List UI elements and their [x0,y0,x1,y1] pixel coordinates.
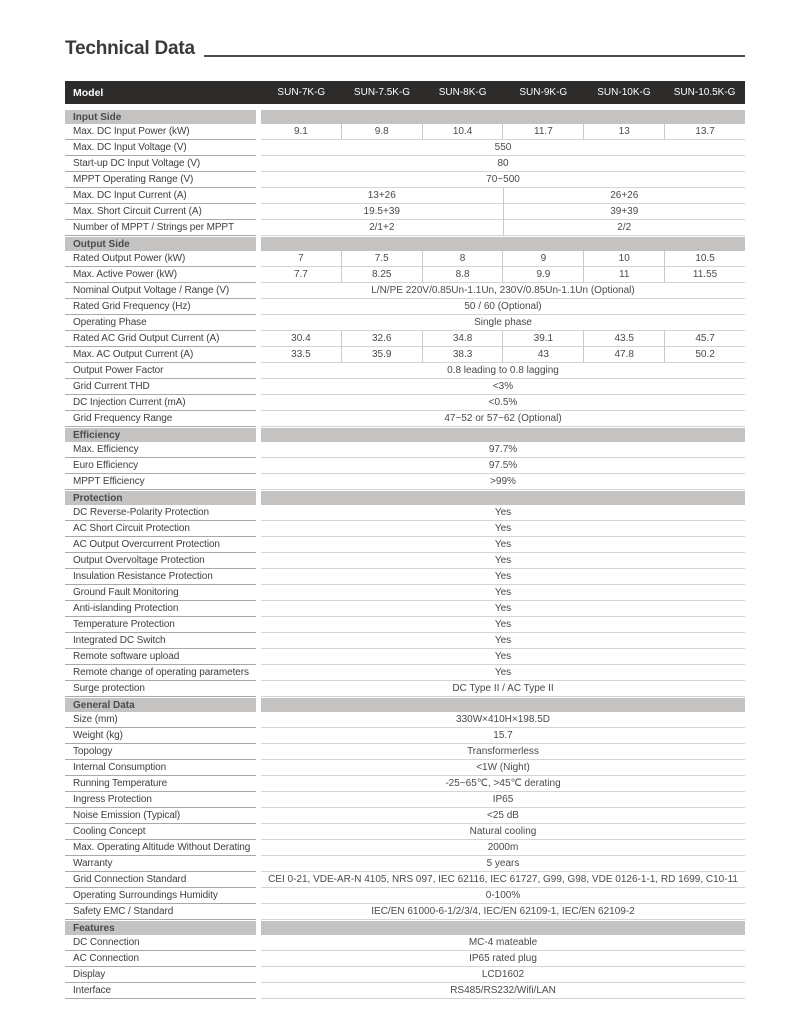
row-values [261,951,745,967]
row-value: 8.8 [422,267,503,282]
table-row [65,299,745,315]
row-label: DC Reverse-Polarity Protection [65,505,256,521]
row-label: Insulation Resistance Protection [65,569,256,585]
row-values [261,983,745,999]
row-value: >99% [490,476,516,487]
row-label: DC Connection [65,935,256,951]
table-row [65,251,745,267]
section-fill [261,428,745,442]
row-values [261,665,745,681]
row-value: 19.5+39 [363,206,400,217]
row-value: 39+39 [503,204,746,219]
row-values [261,395,745,411]
header-model-name: SUN-8K-G [438,87,487,98]
row-label: Max. DC Input Voltage (V) [65,140,256,156]
title-rule [204,55,745,57]
row-label: Remote software upload [65,649,256,665]
row-value: RS485/RS232/Wifi/LAN [450,985,556,996]
row-values [261,331,745,347]
table-row [65,283,745,299]
row-value: Yes [494,523,512,534]
row-label: Integrated DC Switch [65,633,256,649]
table-row [65,967,745,983]
row-label: Anti-islanding Protection [65,601,256,617]
table-row [65,983,745,999]
row-label: Topology [65,744,256,760]
row-values [261,458,745,474]
row-label: Max. Active Power (kW) [65,267,256,283]
table-row [65,935,745,951]
table-row [65,649,745,665]
row-values [261,840,745,856]
row-values [261,363,745,379]
row-value: CEI 0-21, VDE-AR-N 4105, NRS 097, IEC 62116, IEC 61727, G99, G98, VDE 0126-1-1, RD 1699, C10-11 [268,874,738,885]
table-row [65,124,745,140]
row-value: <3% [492,381,514,392]
row-values [261,537,745,553]
table-row [65,776,745,792]
table-row [65,585,745,601]
spec-table [65,81,745,999]
row-label: Operating Phase [65,315,256,331]
row-label: Weight (kg) [65,728,256,744]
row-values [261,633,745,649]
row-values [261,617,745,633]
page-header [65,38,745,60]
header-model-name: SUN-7K-G [277,87,326,98]
row-value: 10.5 [664,251,745,266]
table-row [65,840,745,856]
row-value: 5 years [486,858,520,869]
row-label: Operating Surroundings Humidity [65,888,256,904]
row-value: 97.5% [488,460,518,471]
table-row [65,363,745,379]
row-value: 43 [502,347,583,362]
row-label: Ingress Protection [65,792,256,808]
row-values [261,569,745,585]
row-label: DC Injection Current (mA) [65,395,256,411]
row-value: 80 [497,158,509,169]
row-values [261,728,745,744]
section-fill [261,110,745,124]
table-row [65,633,745,649]
row-value: 39.1 [502,331,583,346]
table-row [65,808,745,824]
table-row [65,792,745,808]
table-row [65,553,745,569]
row-values [261,712,745,728]
row-label: Grid Frequency Range [65,411,256,427]
header-model-name: SUN-9K-G [519,87,568,98]
section-header [65,110,745,124]
row-value: 97.7% [488,444,518,455]
row-values [261,505,745,521]
section-title: Features [65,921,256,935]
table-row [65,140,745,156]
row-values [261,156,745,172]
row-value: 11.55 [664,267,745,282]
section-fill [261,491,745,505]
row-label: Rated Output Power (kW) [65,251,256,267]
row-label: Ground Fault Monitoring [65,585,256,601]
table-row [65,904,745,920]
table-row [65,267,745,283]
header-model-label: Model [73,86,104,99]
row-label: Safety EMC / Standard [65,904,256,920]
row-label: AC Connection [65,951,256,967]
row-values [261,474,745,490]
row-label: Number of MPPT / Strings per MPPT [65,220,256,236]
row-value: 50.2 [664,347,745,362]
row-value: Yes [494,587,512,598]
row-values [261,521,745,537]
row-value: 8.25 [341,267,422,282]
row-value: 47.8 [583,347,664,362]
table-header-row [65,81,745,104]
row-value: <25 dB [487,810,519,821]
row-values [261,856,745,872]
row-values [261,283,745,299]
section-title: Output Side [65,237,256,251]
row-values [261,251,745,267]
row-value: 0-100% [485,890,521,901]
row-value: <1W (Night) [476,762,530,773]
header-model-name: SUN-10.5K-G [673,87,736,98]
table-row [65,728,745,744]
header-gap [65,104,745,109]
row-values [261,411,745,427]
section-header [65,698,745,712]
table-row [65,601,745,617]
row-value: 30.4 [291,333,311,344]
row-label: Output Overvoltage Protection [65,553,256,569]
row-values [261,553,745,569]
table-row [65,665,745,681]
row-value: 50 / 60 (Optional) [464,301,542,312]
row-value: 9 [502,251,583,266]
section-fill [261,237,745,251]
header-model-name: SUN-7.5K-G [353,87,411,98]
row-value: DC Type II / AC Type II [452,683,554,694]
row-value: IP65 rated plug [469,953,537,964]
row-value: 13 [583,124,664,139]
row-values [261,792,745,808]
row-label: Start-up DC Input Voltage (V) [65,156,256,172]
row-value: 11.7 [502,124,583,139]
table-row [65,681,745,697]
row-value: Yes [494,667,512,678]
section-fill [261,921,745,935]
row-label: Rated Grid Frequency (Hz) [65,299,256,315]
row-value: 9.1 [293,126,308,137]
row-value: 2000m [487,842,519,853]
section-title: General Data [65,698,256,712]
row-values [261,267,745,283]
section-header [65,237,745,251]
row-label: Cooling Concept [65,824,256,840]
table-row [65,411,745,427]
row-value: 13.7 [664,124,745,139]
row-label: Size (mm) [65,712,256,728]
row-label: Max. Operating Altitude Without Derating [65,840,256,856]
row-values [261,744,745,760]
row-value: <0.5% [488,397,518,408]
row-values [261,888,745,904]
row-label: Max. AC Output Current (A) [65,347,256,363]
row-values [261,315,745,331]
row-value: Yes [494,507,512,518]
row-value: Yes [494,651,512,662]
row-label: Temperature Protection [65,617,256,633]
row-label: MPPT Operating Range (V) [65,172,256,188]
table-row [65,824,745,840]
table-row [65,188,745,204]
header-model-name: SUN-10K-G [597,87,651,98]
row-value: 34.8 [422,331,503,346]
row-label: Running Temperature [65,776,256,792]
table-row [65,331,745,347]
row-values [261,601,745,617]
row-values [261,967,745,983]
row-value: 2/1+2 [369,222,395,233]
row-value: 550 [494,142,512,153]
table-row [65,888,745,904]
section-title: Protection [65,491,256,505]
table-row [65,537,745,553]
row-value: 11 [583,267,664,282]
row-value: 35.9 [341,347,422,362]
row-label: Internal Consumption [65,760,256,776]
row-value: 2/2 [503,220,746,235]
table-row [65,505,745,521]
row-value: Transformerless [467,746,539,757]
table-row [65,458,745,474]
row-value: Yes [494,619,512,630]
row-value: 0.8 leading to 0.8 lagging [447,365,559,376]
row-value: Natural cooling [469,826,537,837]
row-values [261,124,745,140]
row-value: 9.9 [502,267,583,282]
table-row [65,395,745,411]
row-value: 15.7 [493,730,513,741]
row-value: 7 [298,253,304,264]
row-values [261,681,745,697]
table-row [65,617,745,633]
row-values [261,140,745,156]
row-values [261,347,745,363]
table-row [65,712,745,728]
row-label: Output Power Factor [65,363,256,379]
row-value: 10 [583,251,664,266]
header-model-columns [261,81,745,104]
row-value: Yes [494,635,512,646]
row-values [261,808,745,824]
row-value: 26+26 [503,188,746,203]
row-value: MC-4 mateable [468,937,538,948]
row-label: Noise Emission (Typical) [65,808,256,824]
row-values [261,379,745,395]
row-values [261,760,745,776]
table-row [65,872,745,888]
table-row [65,521,745,537]
row-value: IP65 [492,794,514,805]
table-row [65,204,745,220]
row-label: Nominal Output Voltage / Range (V) [65,283,256,299]
row-values [261,188,745,204]
row-values [261,649,745,665]
row-value: 38.3 [422,347,503,362]
row-value: IEC/EN 61000-6-1/2/3/4, IEC/EN 62109-1, IEC/EN 62109-2 [371,906,635,917]
section-header [65,491,745,505]
row-label: Grid Current THD [65,379,256,395]
table-row [65,156,745,172]
row-label: Max. DC Input Power (kW) [65,124,256,140]
row-values [261,442,745,458]
section-fill [261,698,745,712]
row-value: 10.4 [422,124,503,139]
row-values [261,204,745,220]
row-label: Max. Short Circuit Current (A) [65,204,256,220]
row-value: 32.6 [341,331,422,346]
table-row [65,569,745,585]
row-label: Max. Efficiency [65,442,256,458]
row-value: 9.8 [341,124,422,139]
table-row [65,379,745,395]
row-value: 43.5 [583,331,664,346]
table-row [65,315,745,331]
row-values [261,220,745,236]
page-title: Technical Data [65,38,195,59]
row-values [261,776,745,792]
row-value: 8 [422,251,503,266]
table-row [65,220,745,236]
row-label: Rated AC Grid Output Current (A) [65,331,256,347]
row-value: L/N/PE 220V/0.85Un-1.1Un, 230V/0.85Un-1.1Un (Optional) [371,285,635,296]
row-value: Yes [494,603,512,614]
row-value: Single phase [474,317,532,328]
row-values [261,872,745,888]
row-value: Yes [494,571,512,582]
row-values [261,299,745,315]
row-label: MPPT Efficiency [65,474,256,490]
row-value: -25~65℃, >45℃ derating [445,778,561,789]
row-values [261,904,745,920]
row-values [261,172,745,188]
row-value: 45.7 [664,331,745,346]
row-value: 330W×410H×198.5D [456,714,550,725]
row-label: Euro Efficiency [65,458,256,474]
row-label: Remote change of operating parameters [65,665,256,681]
row-label: Max. DC Input Current (A) [65,188,256,204]
row-value: 7.7 [293,269,308,280]
row-value: 13+26 [367,190,396,201]
table-row [65,760,745,776]
section-title: Input Side [65,110,256,124]
table-row [65,172,745,188]
section-title: Efficiency [65,428,256,442]
section-header [65,428,745,442]
row-label: Warranty [65,856,256,872]
row-values [261,935,745,951]
table-body [65,110,745,999]
table-row [65,951,745,967]
row-label: Display [65,967,256,983]
table-row [65,347,745,363]
row-value: 33.5 [291,349,311,360]
row-label: AC Output Overcurrent Protection [65,537,256,553]
table-row [65,442,745,458]
row-label: AC Short Circuit Protection [65,521,256,537]
row-value: Yes [494,539,512,550]
row-values [261,824,745,840]
section-header [65,921,745,935]
row-label: Interface [65,983,256,999]
row-value: 7.5 [341,251,422,266]
row-label: Grid Connection Standard [65,872,256,888]
table-row [65,474,745,490]
table-row [65,744,745,760]
row-value: LCD1602 [481,969,525,980]
row-values [261,585,745,601]
table-row [65,856,745,872]
row-value: 47~52 or 57~62 (Optional) [444,413,562,424]
row-value: 70~500 [486,174,520,185]
row-value: Yes [494,555,512,566]
row-label: Surge protection [65,681,256,697]
